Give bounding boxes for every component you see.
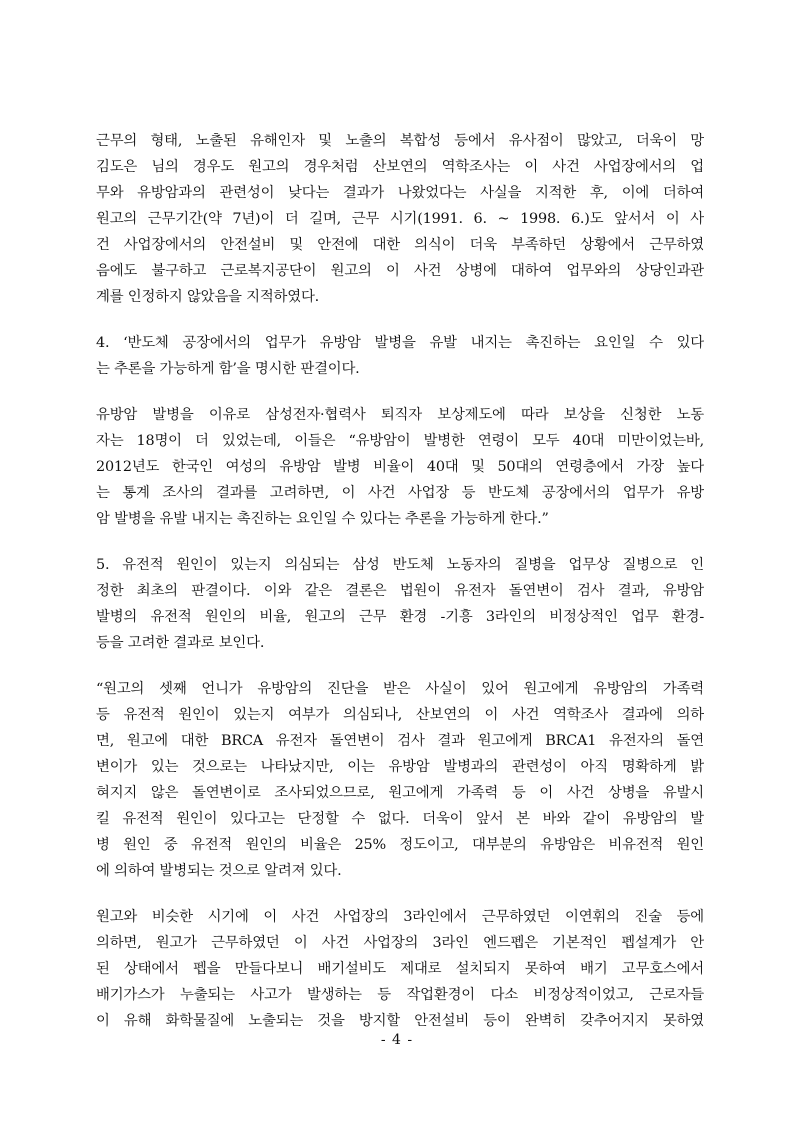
- text-line: 킬 유전적 원인이 있다고는 단정할 수 없다. 더욱이 앞서 본 바와 같이 유방암의 발: [96, 811, 704, 827]
- text-line: 암 발병을 유발 내지는 촉진하는 요인일 수 있다는 추론을 가능하게 한다.”: [96, 511, 549, 527]
- text-line: 혀지지 않은 돌연변이로 조사되었으므로, 원고에게 가족력 등 이 사건 상병을 유발시: [96, 785, 704, 801]
- paragraph: [96, 402, 704, 532]
- document-body: [96, 128, 704, 1054]
- text-line: 원고의 근무기간(약 7년)이 더 길며, 근무 시기(1991. 6. ~ 1998. 6.)도 앞서서 이 사: [96, 211, 704, 227]
- text-line: 등을 고려한 결과로 보인다.: [96, 635, 265, 651]
- text-line: 정한 최초의 판결이다. 이와 같은 결론은 법원이 유전자 돌연변이 검사 결과, 유방암: [96, 583, 704, 599]
- text-line: 건 사업장에서의 안전설비 및 안전에 대한 의식이 더욱 부족하던 상황에서 근무하였: [96, 237, 704, 253]
- text-line: 배기가스가 누출되는 사고가 발생하는 등 작업환경이 다소 비정상적이었고, 근로자들: [96, 987, 704, 1003]
- text-line: 4. ‘반도체 공장에서의 업무가 유방암 발병을 유발 내지는 촉진하는 요인일 수 있다: [96, 335, 704, 351]
- paragraph: [96, 676, 704, 884]
- text-line: 에 의하여 발병되는 것으로 알려져 있다.: [96, 863, 342, 879]
- page-number: - 4 -: [380, 1032, 414, 1048]
- text-line: 김도은 님의 경우도 원고의 경우처럼 산보연의 역학조사는 이 사건 사업장에서의 업: [96, 159, 704, 175]
- text-line: 면, 원고에 대한 BRCA 유전자 돌연변이 검사 결과 원고에게 BRCA1 유전자의 돌연: [96, 733, 704, 749]
- text-line: 는 통계 조사의 결과를 고려하면, 이 사건 사업장 등 반도체 공장에서의 업무가 유방: [96, 485, 704, 501]
- paragraph: [96, 330, 704, 382]
- text-line: 변이가 있는 것으로는 나타났지만, 이는 유방암 발병과의 관련성이 아직 명확하게 밝: [96, 759, 704, 775]
- text-line: 유방암 발병을 이유로 삼성전자·협력사 퇴직자 보상제도에 따라 보상을 신청한 노동: [96, 407, 704, 423]
- text-line: 의하면, 원고가 근무하였던 이 사건 사업장의 3라인 엔드펩은 기본적인 펩설계가 안: [96, 935, 704, 951]
- text-line: 무와 유방암과의 관련성이 낮다는 결과가 나왔었다는 사실을 지적한 후, 이에 더하여: [96, 185, 704, 201]
- text-line: 된 상태에서 펩을 만들다보니 배기설비도 제대로 설치되지 못하여 배기 고무호스에서: [96, 961, 704, 977]
- text-line: “원고의 셋째 언니가 유방암의 진단을 받은 사실이 있어 원고에게 유방암의 가족력: [96, 681, 704, 697]
- paragraph: [96, 552, 704, 656]
- text-line: 5. 유전적 원인이 있는지 의심되는 삼성 반도체 노동자의 질병을 업무상 질병으로 인: [96, 557, 704, 573]
- text-line: 계를 인정하지 않았음을 지적하였다.: [96, 289, 320, 305]
- text-line: 발병의 유전적 원인의 비율, 원고의 근무 환경 -기흥 3라인의 비정상적인 업무 환경-: [96, 609, 704, 625]
- text-line: 이 유해 화학물질에 노출되는 것을 방지할 안전설비 등이 완벽히 갖추어지지 못하였: [96, 1013, 704, 1029]
- text-line: 는 추론을 가능하게 함’을 명시한 판결이다.: [96, 361, 360, 377]
- text-line: 등 유전적 원인이 있는지 여부가 의심되나, 산보연의 이 사건 역학조사 결과에 의하: [96, 707, 704, 723]
- paragraph: [96, 904, 704, 1034]
- text-line: 자는 18명이 더 있었는데, 이들은 “유방암이 발병한 연령이 모두 40대 미만이었는바,: [96, 433, 704, 449]
- text-line: 근무의 형태, 노출된 유해인자 및 노출의 복합성 등에서 유사점이 많았고, 더욱이 망: [96, 133, 704, 149]
- text-line: 원고와 비슷한 시기에 이 사건 사업장의 3라인에서 근무하였던 이연휘의 진술 등에: [96, 909, 704, 925]
- text-line: 병 원인 중 유전적 원인의 비율은 25% 정도이고, 대부분의 유방암은 비유전적 원인: [96, 837, 704, 853]
- text-line: 음에도 불구하고 근로복지공단이 원고의 이 사건 상병에 대하여 업무와의 상당인과관: [96, 263, 704, 279]
- text-line: 2012년도 한국인 여성의 유방암 발병 비율이 40대 및 50대의 연령층에서 가장 높다: [96, 459, 704, 475]
- paragraph: [96, 128, 704, 310]
